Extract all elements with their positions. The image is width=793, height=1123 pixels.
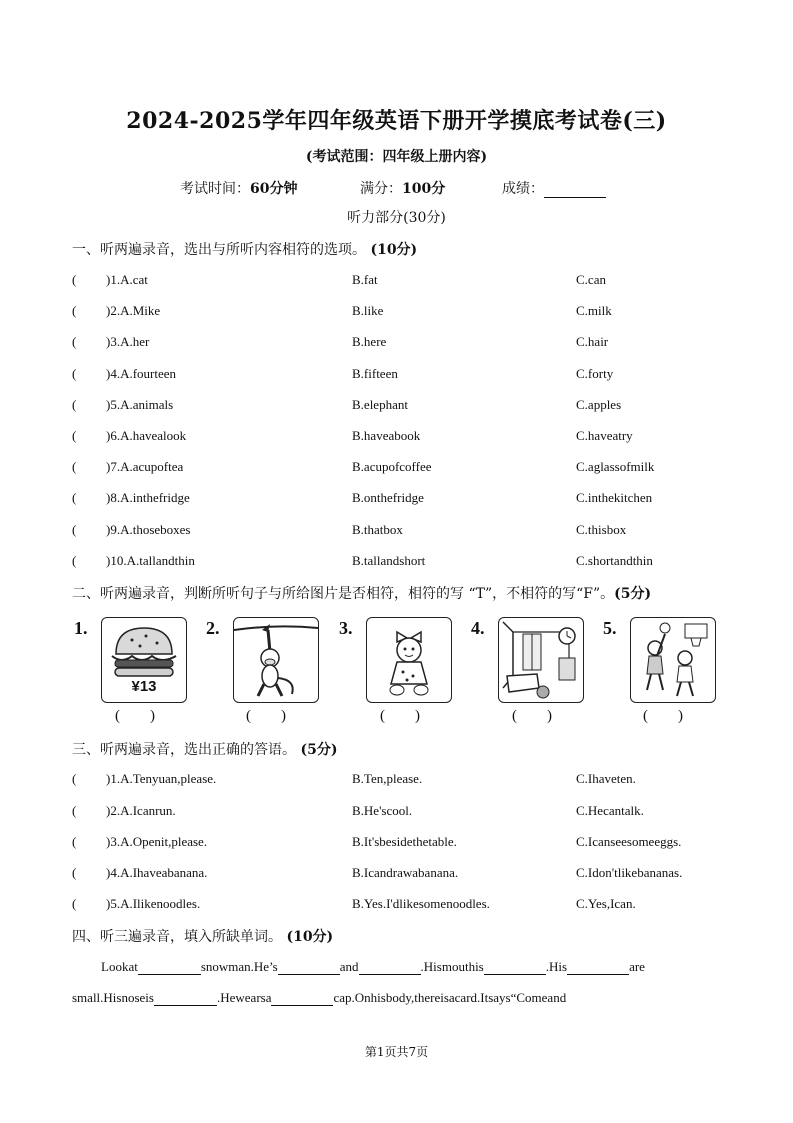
section3-points: (5分) xyxy=(300,742,338,758)
option-a: )2.A.Icanrun. xyxy=(106,803,176,818)
option-a: )5.A.Ilikenoodles. xyxy=(106,896,201,911)
section2-title: 二、听两遍录音，判断所听句子与所给图片是否相符，相符的写 “T”，不相符的写“F”。 xyxy=(72,586,615,602)
section4-points: (10分) xyxy=(286,929,334,945)
option-a: )8.A.inthefridge xyxy=(106,490,190,505)
answer-paren[interactable]: ( ) xyxy=(643,708,683,724)
answer-paren[interactable]: ( xyxy=(72,490,77,505)
option-b: B.elephant xyxy=(352,397,408,412)
cloze-blank[interactable] xyxy=(567,961,629,975)
section1-points: (10分) xyxy=(370,242,418,258)
picture-number: 1. xyxy=(74,618,88,638)
option-c: C.can xyxy=(576,272,606,287)
cloze-blank[interactable] xyxy=(278,961,340,975)
option-a: )7.A.acupoftea xyxy=(106,459,184,474)
time-label: 考试时间： xyxy=(180,181,250,197)
cloze-blank[interactable] xyxy=(359,961,421,975)
cloze-blank[interactable] xyxy=(138,961,201,975)
option-b: B.He'scool. xyxy=(352,803,413,818)
grade-label: 成绩： xyxy=(502,181,544,197)
picture-number: 3. xyxy=(339,618,353,638)
option-c: C.milk xyxy=(576,303,612,318)
answer-paren[interactable]: ( ) xyxy=(380,708,420,724)
cloze-text: .Hewearsa xyxy=(216,990,272,1005)
grade-blank[interactable] xyxy=(544,183,606,198)
picture-number: 5. xyxy=(603,618,617,638)
option-c: C.forty xyxy=(576,366,614,381)
picture-number: 4. xyxy=(471,618,485,638)
answer-paren[interactable]: ( xyxy=(72,771,77,786)
answer-paren[interactable]: ( xyxy=(72,834,77,849)
option-c: C.shortandthin xyxy=(576,553,653,568)
option-c: C.apples xyxy=(576,397,622,412)
picture-number: 2. xyxy=(206,618,220,638)
answer-paren[interactable]: ( ) xyxy=(246,708,286,724)
option-a: )3.A.her xyxy=(106,334,150,349)
cloze-text: small.Hisnoseis xyxy=(72,990,154,1005)
cloze-blank[interactable] xyxy=(484,961,546,975)
option-a: )4.A.fourteen xyxy=(106,366,177,381)
option-b: B.thatbox xyxy=(352,522,403,537)
option-b: B.Yes.I'dlikesomenoodles. xyxy=(352,896,490,911)
section4-heading xyxy=(72,926,333,946)
cloze-text: .His xyxy=(545,959,568,974)
option-b: B.fat xyxy=(352,272,378,287)
section3-title: 三、听两遍录音，选出正确的答语。 xyxy=(72,742,296,758)
cloze-line-1 xyxy=(101,959,645,975)
cloze-line-2 xyxy=(72,990,566,1006)
answer-paren[interactable]: ( xyxy=(72,553,77,568)
option-a: )3.A.Openit,please. xyxy=(106,834,208,849)
option-a: )6.A.havealook xyxy=(106,428,187,443)
grade-field xyxy=(502,178,606,198)
option-a: )4.A.Ihaveabanana. xyxy=(106,865,208,880)
answer-paren[interactable]: ( xyxy=(72,397,77,412)
option-b: B.Icandrawabanana. xyxy=(352,865,459,880)
answer-paren[interactable]: ( xyxy=(72,803,77,818)
cloze-text: and xyxy=(339,959,359,974)
option-b: B.Ten,please. xyxy=(352,771,423,786)
score-value: 100分 xyxy=(402,181,446,197)
section4-title: 四、听三遍录音，填入所缺单词。 xyxy=(72,929,282,945)
option-c: C.thisbox xyxy=(576,522,627,537)
option-a: )2.A.Mike xyxy=(106,303,161,318)
price-label: ¥13 xyxy=(131,678,157,695)
option-b: B.here xyxy=(352,334,387,349)
answer-paren[interactable]: ( xyxy=(72,303,77,318)
option-b: B.fifteen xyxy=(352,366,398,381)
section2-points: (5分) xyxy=(614,586,652,602)
cloze-blank[interactable] xyxy=(271,992,333,1006)
answer-paren[interactable]: ( xyxy=(72,865,77,880)
option-c: C.haveatry xyxy=(576,428,633,443)
page-title: 2024-2025学年四年级英语下册开学摸底考试卷(三) xyxy=(126,108,667,134)
answer-paren[interactable]: ( xyxy=(72,896,77,911)
answer-paren[interactable]: ( xyxy=(72,428,77,443)
option-c: C.hair xyxy=(576,334,609,349)
option-b: B.acupofcoffee xyxy=(352,459,432,474)
cloze-text: .Hismouthis xyxy=(420,959,484,974)
cloze-text: Lookat xyxy=(101,959,138,974)
option-a: )1.A.cat xyxy=(106,272,148,287)
answer-paren[interactable]: ( xyxy=(72,522,77,537)
option-c: C.Hecantalk. xyxy=(576,803,644,818)
option-c: C.Idon'tlikebananas. xyxy=(576,865,683,880)
option-a: )5.A.animals xyxy=(106,397,174,412)
full-score xyxy=(360,178,445,198)
doll-icon xyxy=(366,617,452,703)
option-c: C.aglassofmilk xyxy=(576,459,655,474)
hamburger-icon xyxy=(101,617,187,703)
cloze-text: snowman.He’s xyxy=(200,959,278,974)
time-value: 60分钟 xyxy=(250,181,298,197)
option-a: )1.A.Tenyuan,please. xyxy=(106,771,217,786)
answer-paren[interactable]: ( ) xyxy=(115,708,155,724)
answer-paren[interactable]: ( xyxy=(72,334,77,349)
option-c: C.inthekitchen xyxy=(576,490,653,505)
exam-time xyxy=(180,178,297,198)
option-b: B.It'sbesidethetable. xyxy=(352,834,457,849)
option-b: B.haveabook xyxy=(352,428,421,443)
section1-heading xyxy=(72,239,417,259)
option-b: B.onthefridge xyxy=(352,490,424,505)
cloze-text: cap.Onhisbody,thereisacard.Itsays“Comeand xyxy=(333,990,567,1005)
cloze-text: are xyxy=(629,959,645,974)
section1-title: 一、听两遍录音，选出与所听内容相符的选项。 xyxy=(72,242,366,258)
monkey-icon xyxy=(233,617,319,703)
room-icon xyxy=(498,617,584,703)
section2-heading xyxy=(72,583,651,603)
score-label: 满分： xyxy=(360,181,402,197)
basketball-icon xyxy=(630,617,716,703)
option-a: )9.A.thoseboxes xyxy=(106,522,191,537)
option-c: C.Icanseesomeeggs. xyxy=(576,834,682,849)
answer-paren[interactable]: ( xyxy=(72,366,77,381)
page-number: 第1页共7页 xyxy=(364,1045,429,1059)
answer-paren[interactable]: ( ) xyxy=(512,708,552,724)
exam-scope: (考试范围：四年级上册内容) xyxy=(305,149,488,165)
cloze-blank[interactable] xyxy=(154,992,217,1006)
option-b: B.tallandshort xyxy=(352,553,426,568)
option-a: )10.A.tallandthin xyxy=(106,553,195,568)
option-c: C.Ihaveten. xyxy=(576,771,636,786)
answer-paren[interactable]: ( xyxy=(72,459,77,474)
answer-paren[interactable]: ( xyxy=(72,272,77,287)
listening-part-heading: 听力部分(30分) xyxy=(347,210,446,226)
option-c: C.Yes,Ican. xyxy=(576,896,636,911)
section3-heading xyxy=(72,739,337,759)
option-b: B.like xyxy=(352,303,384,318)
